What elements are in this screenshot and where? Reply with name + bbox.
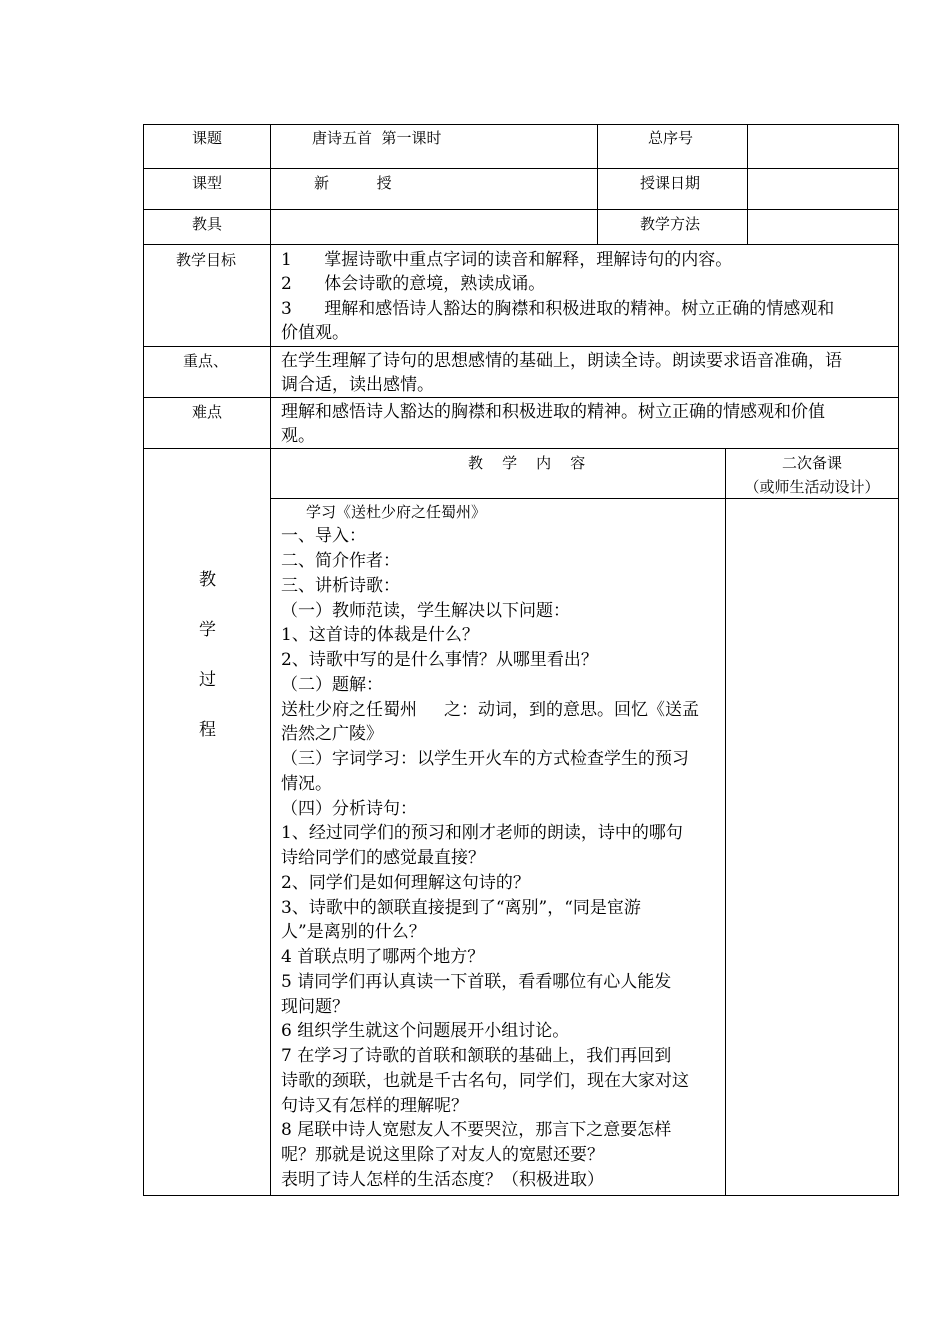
key-points-line: 调合适，读出感情。 xyxy=(281,375,434,395)
process-line: 现问题？ xyxy=(281,997,349,1017)
type-value: 新 授 xyxy=(314,174,392,192)
process-line: 表明了诗人怎样的生活态度？（积极进取） xyxy=(281,1170,604,1190)
key-points-label: 重点、 xyxy=(183,352,229,370)
process-line: 6 组织学生就这个问题展开小组讨论。 xyxy=(281,1021,570,1041)
process-line: 2、同学们是如何理解这句诗的？ xyxy=(281,873,530,893)
topic-value: 唐诗五首 第一课时 xyxy=(312,129,442,147)
process-line: （三）字词学习：以学生开火车的方式检查学生的预习 xyxy=(281,749,689,769)
lesson-title: 学习《送杜少府之任蜀州》 xyxy=(306,503,487,521)
objective-line: 价值观。 xyxy=(281,323,349,343)
topic-label: 课题 xyxy=(192,129,223,147)
process-line: 二、简介作者： xyxy=(281,551,400,571)
side-header-line2: （或师生活动设计） xyxy=(744,478,880,496)
difficulties-label: 难点 xyxy=(192,403,223,421)
objective-line: 1 掌握诗歌中重点字词的读音和解释，理解诗句的内容。 xyxy=(281,250,733,270)
tools-label: 教具 xyxy=(192,215,223,233)
process-line: 2、诗歌中写的是什么事情？从哪里看出？ xyxy=(281,650,598,670)
difficulties-line: 理解和感悟诗人豁达的胸襟和积极进取的精神。树立正确的情感观和价值 xyxy=(281,402,825,422)
process-line: 情况。 xyxy=(281,774,332,794)
process-line: 7 在学习了诗歌的首联和颔联的基础上，我们再回到 xyxy=(281,1046,672,1066)
key-points-line: 在学生理解了诗句的思想感情的基础上，朗读全诗。朗读要求语音准确，语 xyxy=(281,351,842,371)
process-line: 呢？那就是说这里除了对友人的宽慰还要？ xyxy=(281,1145,604,1165)
process-line: 8 尾联中诗人宽慰友人不要哭泣，那言下之意要怎样 xyxy=(281,1120,672,1140)
process-line: （四）分析诗句： xyxy=(281,799,417,819)
date-label: 授课日期 xyxy=(640,174,701,192)
process-line: 诗给同学们的感觉最直接？ xyxy=(281,848,485,868)
difficulties-line: 观。 xyxy=(281,426,315,446)
process-line: 送杜少府之任蜀州 之：动词，到的意思。回忆《送孟 xyxy=(281,700,700,720)
side-header-line1: 二次备课 xyxy=(781,454,842,472)
process-line: （一）教师范读，学生解决以下问题： xyxy=(281,601,570,621)
process-label-char: 学 xyxy=(199,620,216,640)
process-label-char: 教 xyxy=(199,570,216,590)
serial-label: 总序号 xyxy=(648,129,694,147)
process-line: 人”是离别的什么？ xyxy=(281,922,426,942)
process-line: 5 请同学们再认真读一下首联，看看哪位有心人能发 xyxy=(281,972,672,992)
process-line: 三、讲析诗歌： xyxy=(281,576,400,596)
process-line: 句诗又有怎样的理解呢？ xyxy=(281,1096,468,1116)
process-line: 4 首联点明了哪两个地方？ xyxy=(281,947,485,967)
process-label-char: 程 xyxy=(199,720,216,740)
process-label-char: 过 xyxy=(199,670,216,690)
objectives-label: 教学目标 xyxy=(176,251,237,269)
objective-line: 3 理解和感悟诗人豁达的胸襟和积极进取的精神。树立正确的情感观和 xyxy=(281,299,835,319)
process-line: 诗歌的颈联，也就是千古名句，同学们，现在大家对这 xyxy=(281,1071,689,1091)
process-line: 浩然之广陵》 xyxy=(281,724,383,744)
objective-line: 2 体会诗歌的意境，熟读成诵。 xyxy=(281,274,546,294)
process-line: 3、诗歌中的颔联直接提到了“离别”，“同是宦游 xyxy=(281,898,641,918)
method-label: 教学方法 xyxy=(640,215,701,233)
content-header: 教 学 内 容 xyxy=(468,454,586,472)
process-line: 一、导入： xyxy=(281,526,366,546)
process-line: 1、这首诗的体裁是什么？ xyxy=(281,625,479,645)
process-line: 1、经过同学们的预习和刚才老师的朗读，诗中的哪句 xyxy=(281,823,683,843)
type-label: 课型 xyxy=(192,174,223,192)
process-line: （二）题解： xyxy=(281,675,383,695)
